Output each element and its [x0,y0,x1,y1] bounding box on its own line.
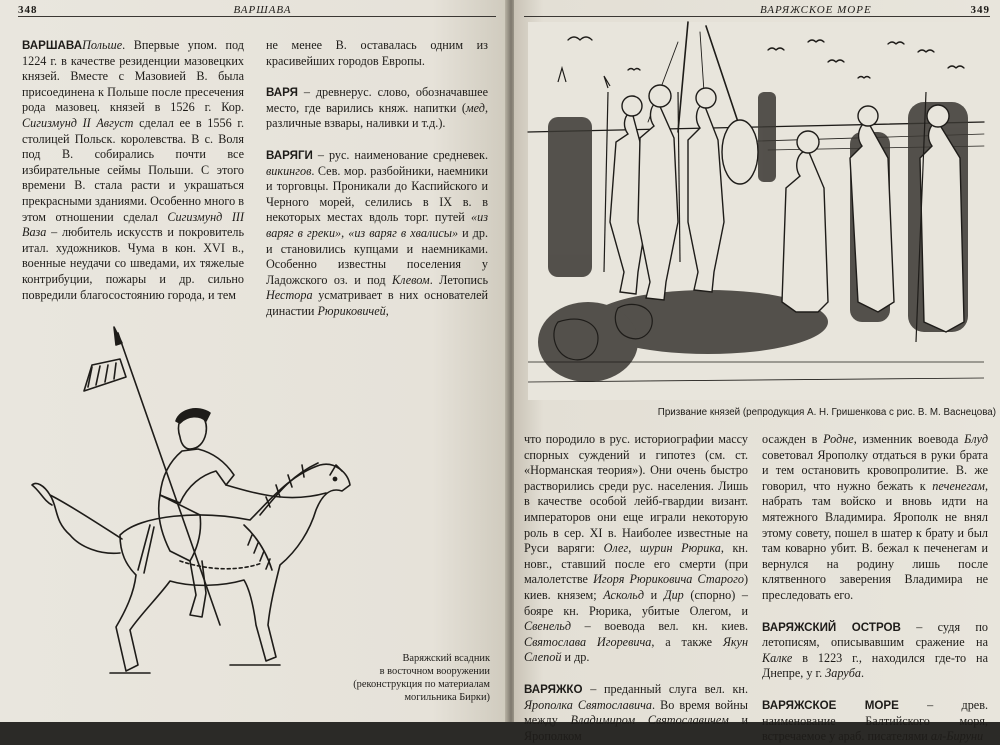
italic-term: Сигизмунд III Ваза [22,209,244,240]
text-run: . Сев. мор. разбойники, наемники и торговцы. Проникали до Каспийского и Черного морей, селились в IX в. в некоторых местах вдоль торг. путей [266,163,488,225]
italic-term: Рюриковичей [317,303,386,318]
text-run: , [341,225,349,240]
italic-term: Ярополка Святославича [524,697,653,712]
text-run: – преданный слуга вел. кн. [582,681,748,696]
italic-term: «из варяг в хвалисы» [348,225,459,240]
right-column-2 [762,432,988,745]
text-run: осажден в [762,432,824,446]
left-page-number: 348 [18,4,38,16]
italic-term: Польше [82,38,123,52]
headword: ВАРЯГИ [266,148,313,162]
text-run: . [860,666,864,681]
text-run: (спорно) – бояре кн. Рюрика, убитые Олегом, и [524,587,748,618]
headword-varya: ВАРЯ [266,86,298,100]
right-running-head [524,0,990,17]
text-run: ) киев. князем; [524,572,748,602]
italic-term: Якун Слепой [524,634,748,665]
text-run: – древ. наименование Балтийского моря, встречаемое у араб. писателями [762,697,988,744]
text-run: и др. [561,650,590,665]
left-running-title: ВАРШАВА [233,4,292,16]
italic-term: викингов [266,163,312,178]
horseman-caption: Варяжский всадник в восточном вооружении (реконструкция по материалам могильника Бирки) [353,653,490,703]
italic-term: Святослава Игоревича [524,634,652,649]
italic-term: «из варяг в греки» [266,210,488,240]
italic-term: Сигизмунд II Август [22,115,134,130]
text-run: – рус. наименование средневек. [312,147,488,162]
italic-term: Аскольд [603,587,645,602]
italic-term: шурин Рюрика [639,541,721,556]
text-run: что породило в рус. историографии массу спорных суждений и гипотез (см. ст. «Норманская теория»). Они очень быстро растворились среди рус. населения. Лишь в качестве особой лейб-гвардии визант. императоров они еще играли некоторую роль в сер. XI в. Наиболее известные на Руси варяги: [524,432,748,556]
headword: ВАРЯЖКО [524,682,583,696]
text-run: , [385,303,389,318]
left-running-head [18,0,496,17]
text-run: и Ярополком [524,713,748,743]
text-run: сделал ее в 1556 г. столицей Польск. королевства. В с. Воля под В. собирались почти все избирательные сеймы Польши. С этого времени В. стала расти и украшаться прекрасными зданиями. Особенно много в этом отношении сделал [22,115,244,224]
text-run: – любитель искусств и покровитель итал. художников. Чума в кон. XVI в., военные неудачи со шведами, их тяжелые контрибуции, пожары и др. сильно повредили благосостоянию города, и тем [22,225,244,302]
entry-varshava [22,38,244,303]
italic-term: Свенельд [524,619,572,634]
italic-term: Игоря Рюриковича Старого [593,572,744,587]
italic-term: Заруба [825,666,861,681]
entry-varyazhko [524,682,748,744]
varyagi-continuation [524,432,748,666]
text-run: и др. и становились купцами и наемниками. Особенно известны поселения у Ладожского оз. и под [266,225,488,287]
text-run: , изменник воевода [853,432,965,446]
left-column-2 [266,38,488,320]
horseman-illustration [30,325,360,705]
text-run: – воевода вел. кн. киев. [571,619,748,634]
calling-of-princes-illustration [528,22,984,400]
text-run: усматривает в них основателей династии [266,288,488,318]
left-page [0,0,508,722]
text-run: и [644,587,664,602]
entry-varyagi [266,148,488,320]
text-run: . Во время войны между [524,697,748,728]
headword: ВАРЯЖСКИЙ ОСТРОВ [762,620,901,634]
text-run: советовал Ярополку отдаться в руки брата и тем остановить кровопролитие. В. же говорил, что нужно бежать к [762,447,988,493]
italic-term: Блуд [964,432,988,446]
entry-varyazhsky-ostrov [762,620,988,682]
text-run: – судя по летописям, описывавшим сражение на [762,619,989,650]
italic-term: Олег [603,541,629,556]
headword: ВАРШАВА [22,39,83,52]
text-run: . Впервые упом. под 1224 г. в качестве резиденции мазовецких князей. Вместе с Мазовией В. была присоединена к Польше после пресечения рода мазовец. князей в 1526 г. Кор. [22,38,244,115]
text-run: , а также [651,634,723,649]
italic-term: Родне [823,432,854,446]
right-page-number: 349 [970,4,990,16]
italic-term: Нестора [266,288,313,303]
right-page [514,0,1000,744]
text-run: , кн. новг., ставший после его смерти (при малолетстве [524,541,748,587]
italic-term: печенегам [932,478,985,493]
right-column-1 [524,432,748,744]
italic-term: Клевом [392,272,430,287]
entry-varyazhskoe-more [762,698,988,745]
illustration-caption: Призвание князей (репродукция А. Н. Гришенкова с рис. В. М. Васнецова) [657,407,996,418]
right-running-title: ВАРЯЖСКОЕ МОРЕ [760,4,872,16]
text-run: , набрать там войско и вновь идти на мятежного Владимира. Ярополк не внял этому совету, пошел в шатер к брату и был там коварно убит. В. бежал к печенегам и вернулся на родину лишь после клятвенного заверения Владимира не преследовать его. [762,478,988,602]
text-run: , [628,541,640,556]
varshava-continuation: не менее В. оставалась одним из красивейших городов Европы. [266,38,488,68]
italic-term: ал-Бируни [930,729,984,744]
italic-term: Дир [663,587,684,602]
text-run: . Летопись [429,272,488,287]
varyazhko-continuation [762,432,988,604]
headword: ВАРЯЖСКОЕ МОРЕ [762,698,899,712]
entry-varya: ВАРЯ – древнерус. слово, обозначавшее место, где варились княж. напитки (мед, различные взвары, наливки и т.д.). [266,85,488,131]
text-run: в 1223 г., находился где-то на Днепре, у г. [762,650,988,681]
italic-term: Калке [762,650,793,665]
italic-term: Владимиром Святославичем [570,713,729,728]
